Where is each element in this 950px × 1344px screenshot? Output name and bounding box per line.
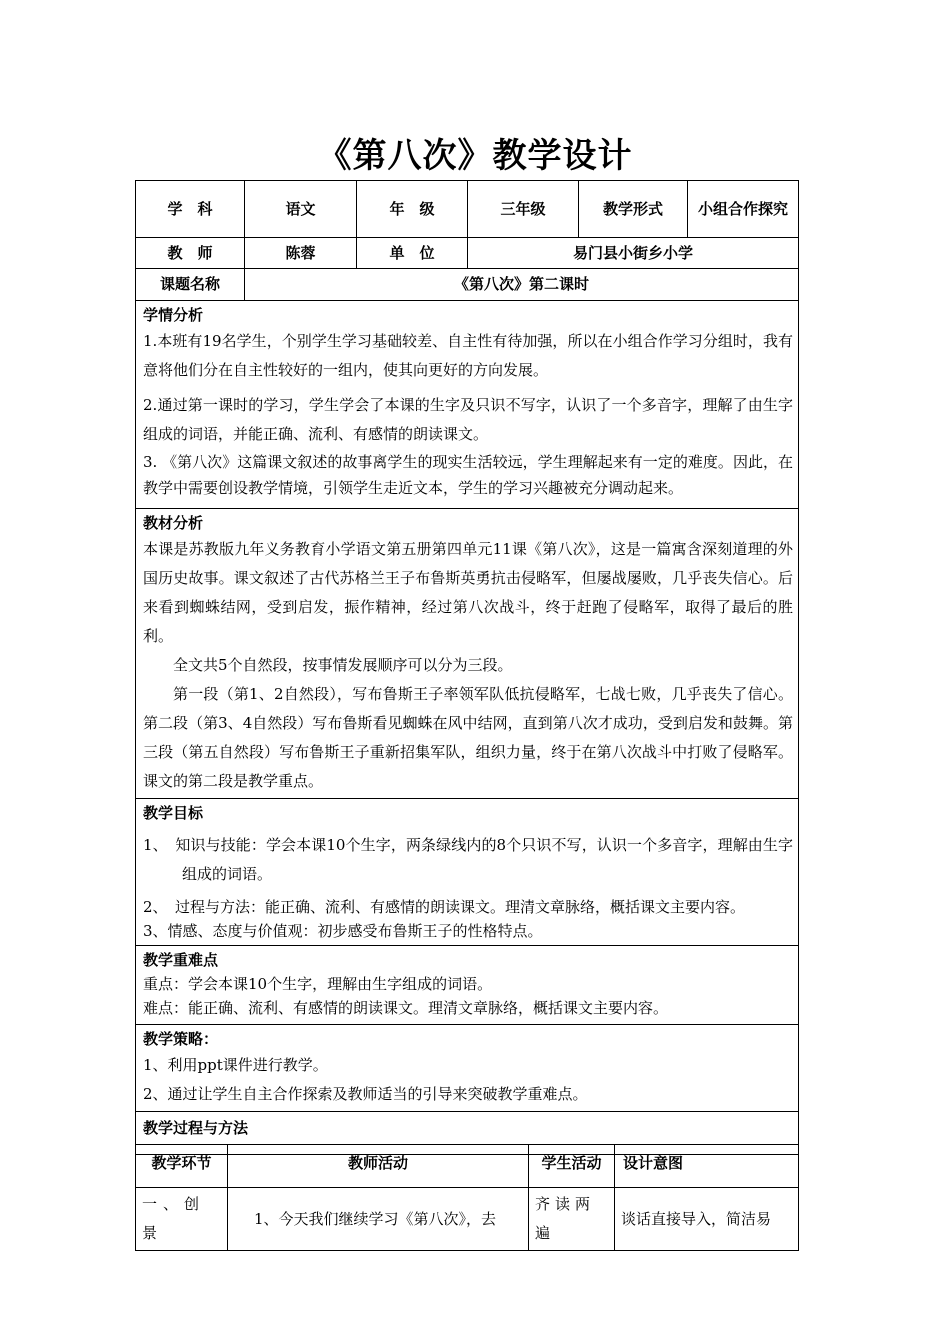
lesson-plan-table (135, 180, 799, 1155)
key-point: 重点：学会本课10个生字，理解由生字组成的词语。 (143, 975, 493, 993)
process-row (136, 1188, 799, 1251)
student-analysis-item: 1.本班有19名学生，个别学生学习基础较差、自主性有待加强，所以在小组合作学习分组时，我有意将他们分在自主性较好的一组内，使其向更好的方向发展。 (143, 332, 794, 379)
info-row-3 (136, 269, 799, 301)
info-row-1 (136, 181, 799, 238)
material-paragraph-1: 本课是苏教版九年义务教育小学语文第五册第四单元11课《第八次》，这是一篇寓含深刻道理的外国历史故事。课文叙述了古代苏格兰王子布鲁斯英勇抗击侵略军，但屡战屡败，几乎丧失信心。后来看到蜘蛛结网，受到启发，振作精神，经过第八次战斗，终于赶跑了侵略军，取得了最后的胜利。 (143, 540, 794, 645)
process-col-teacher: 教师活动 (228, 1145, 529, 1188)
teacher-label: 教 师 (136, 238, 245, 269)
process-intent: 谈话直接导入，简洁易 (615, 1188, 799, 1251)
objective-item: 3、情感、态度与价值观：初步感受布鲁斯王子的性格特点。 (143, 922, 543, 940)
objective-item: 1、 知识与技能：学会本课10个生字，两条绿线内的8个只识不写，认识一个多音字，理解由生字组成的词语。 (143, 836, 794, 883)
page-title: 《第八次》教学设计 (317, 136, 633, 176)
process-header-row (136, 1145, 799, 1188)
teacher-value: 陈蓉 (245, 238, 357, 269)
student-analysis-item: 2.通过第一课时的学习，学生学会了本课的生字及只识不写字，认识了一个多音字，理解了由生字组成的词语，并能正确、流利、有感情的朗读课文。 (143, 396, 794, 443)
student-analysis-item: 3. 《第八次》这篇课文叙述的故事离学生的现实生活较远，学生理解起来有一定的难度。因此，在教学中需要创设教学情境，引领学生走近文本，学生的学习兴趣被充分调动起来。 (143, 453, 794, 497)
objectives-section (136, 799, 799, 946)
process-stage: 一、创景 (136, 1188, 228, 1251)
difficult-point: 难点：能正确、流利、有感情的朗读课文。理清文章脉络，概括课文主要内容。 (143, 999, 669, 1017)
process-teacher-activity: 1、今天我们继续学习《第八次》，去 (228, 1188, 529, 1251)
material-analysis-heading: 教材分析 (143, 514, 204, 532)
material-analysis-section (136, 509, 799, 799)
process-col-intent: 设计意图 (615, 1145, 799, 1188)
grade-value: 三年级 (468, 181, 579, 238)
objective-item: 2、 过程与方法：能正确、流利、有感情的朗读课文。理清文章脉络，概括课文主要内容。 (143, 898, 746, 916)
grade-label: 年 级 (357, 181, 468, 238)
strategy-item: 1、利用ppt课件进行教学。 (143, 1056, 328, 1074)
form-value: 小组合作探究 (688, 181, 799, 238)
strategy-section (136, 1025, 799, 1112)
objectives-heading: 教学目标 (143, 804, 204, 822)
lesson-value: 《第八次》第二课时 (245, 269, 799, 301)
process-heading: 教学过程与方法 (143, 1119, 249, 1137)
strategy-heading: 教学策略： (143, 1030, 219, 1048)
student-analysis-heading: 学情分析 (143, 306, 204, 324)
material-paragraph-3: 第一段（第1、2自然段），写布鲁斯王子率领军队低抗侵略军，七战七败，几乎丧失了信心。第二段（第3、4自然段）写布鲁斯看见蜘蛛在风中结网，直到第八次才成功，受到启发和鼓舞。第三段（第五自然段）写布鲁斯王子重新招集军队，组织力量，终于在第八次战斗中打败了侵略军。课文的第二段是教学重点。 (143, 685, 794, 790)
unit-value: 易门县小街乡小学 (468, 238, 799, 269)
process-table (135, 1144, 799, 1251)
unit-label: 单 位 (357, 238, 468, 269)
subject-value: 语文 (245, 181, 357, 238)
form-label: 教学形式 (579, 181, 688, 238)
subject-label: 学 科 (136, 181, 245, 238)
key-points-section (136, 946, 799, 1025)
process-col-stage: 教学环节 (136, 1145, 228, 1188)
strategy-item: 2、通过让学生自主合作探索及教师适当的引导来突破教学重难点。 (143, 1085, 588, 1103)
process-student-activity: 齐读两遍 (529, 1188, 615, 1251)
material-paragraph-2: 全文共5个自然段，按事情发展顺序可以分为三段。 (173, 656, 513, 674)
key-points-heading: 教学重难点 (143, 951, 219, 969)
process-col-student: 学生活动 (529, 1145, 615, 1188)
student-analysis-section (136, 301, 799, 509)
lesson-label: 课题名称 (136, 269, 245, 301)
info-row-2 (136, 238, 799, 269)
